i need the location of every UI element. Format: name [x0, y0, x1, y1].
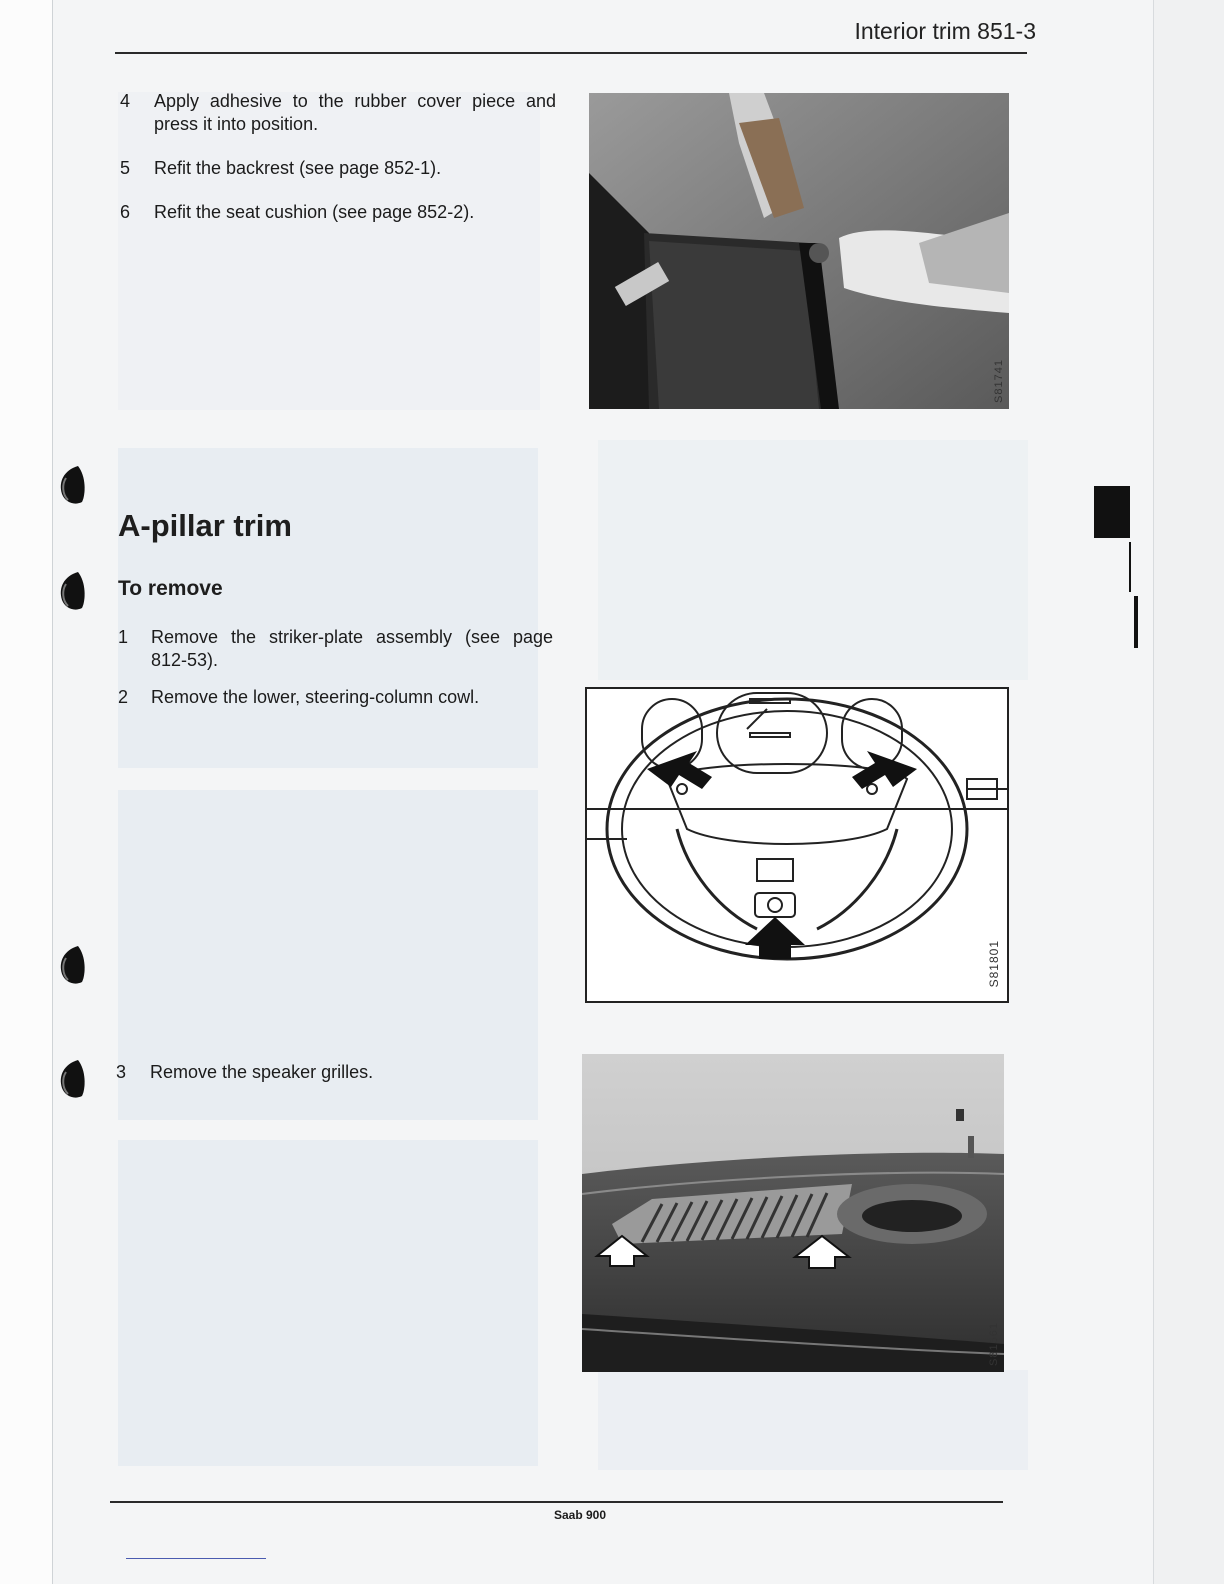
page-header-title: Interior trim 851-3 — [854, 18, 1036, 44]
page-edge-right — [1153, 0, 1224, 1584]
binder-hole-icon — [56, 1058, 88, 1100]
step-number: 3 — [116, 1062, 127, 1082]
step-item — [116, 1061, 552, 1087]
step-text: Refit the backrest (see page 852-1). — [154, 158, 442, 178]
step-text: Remove the striker-plate assembly (see page 812-53). — [151, 627, 553, 670]
show-through-block — [118, 448, 538, 768]
binder-hole-icon — [56, 464, 88, 506]
step-item — [118, 626, 554, 676]
step-number: 2 — [118, 687, 129, 707]
step-text: Remove the lower, steering-column cowl. — [151, 687, 480, 707]
adhesive-photo-illustration — [589, 93, 1009, 409]
show-through-block — [598, 440, 1028, 680]
step-number: 1 — [118, 627, 129, 647]
section-title: A-pillar trim — [118, 508, 292, 543]
section-subtitle: To remove — [118, 577, 223, 600]
step-number: 6 — [120, 202, 131, 222]
figure-photo-adhesive — [589, 93, 1009, 409]
binder-hole-icon — [56, 570, 88, 612]
section-tab-line — [1134, 596, 1138, 648]
step-item — [118, 686, 554, 712]
section-tab-marker — [1094, 486, 1130, 538]
page-edge-left — [0, 0, 53, 1584]
binder-hole-icon — [56, 944, 88, 986]
footer-text: Saab 900 — [553, 1508, 607, 1522]
figure-code: S81801 — [987, 939, 1001, 987]
figure-code: S81561 — [988, 1322, 1000, 1366]
step-item — [120, 157, 556, 183]
show-through-block — [598, 1370, 1028, 1470]
footer-rule — [110, 1501, 1003, 1503]
step-item — [120, 90, 556, 140]
bottom-left-rule — [126, 1558, 266, 1559]
header-rule — [115, 52, 1027, 54]
show-through-block — [118, 1140, 538, 1466]
figure-drawing-steering-wheel — [585, 687, 1009, 1003]
figure-code: S81741 — [993, 359, 1005, 403]
step-text: Remove the speaker grilles. — [150, 1062, 374, 1082]
step-item — [120, 201, 556, 227]
step-number: 4 — [120, 91, 131, 111]
steering-wheel-illustration — [587, 689, 1007, 1001]
step-text: Apply adhesive to the rubber cover piece and press it into position. — [154, 91, 556, 134]
section-tab-line — [1129, 542, 1131, 592]
figure-photo-speaker-grilles — [582, 1054, 1004, 1372]
step-text: Refit the seat cushion (see page 852-2). — [154, 202, 475, 222]
speaker-grille-illustration — [582, 1054, 1004, 1372]
step-number: 5 — [120, 158, 131, 178]
